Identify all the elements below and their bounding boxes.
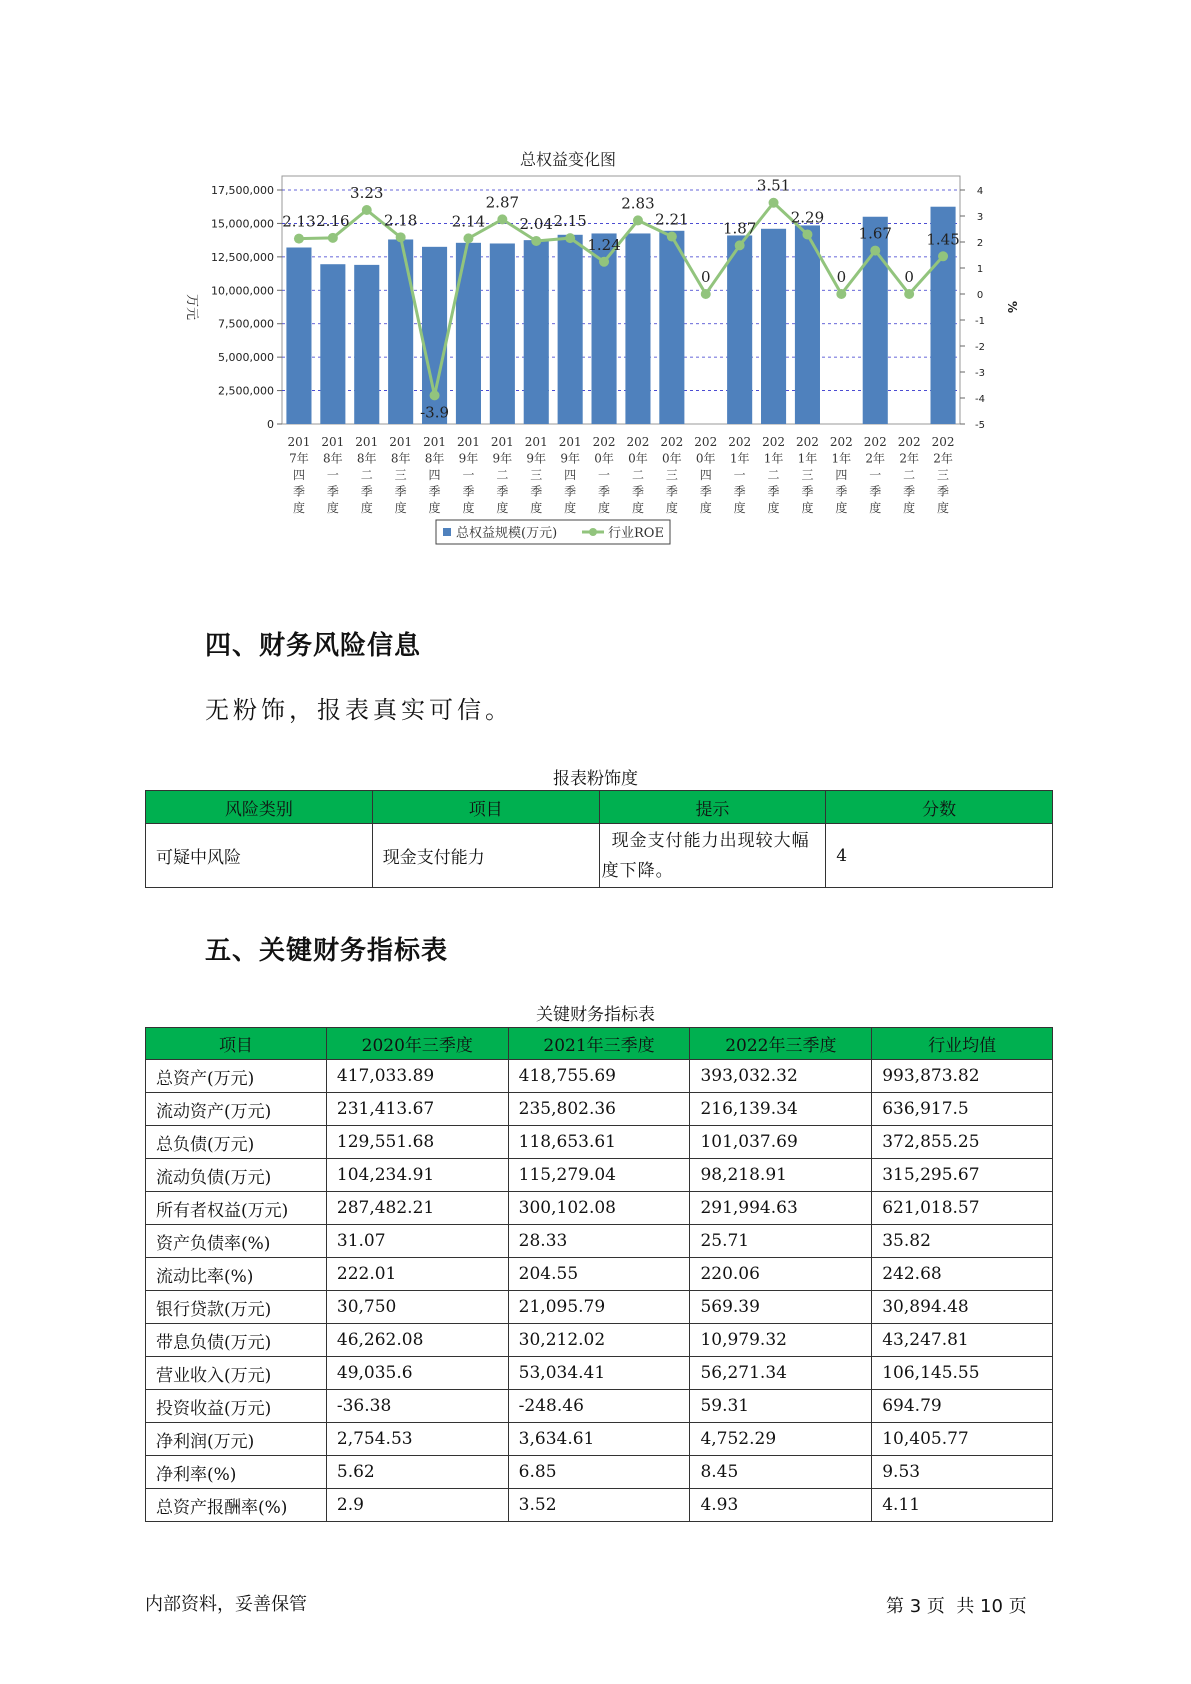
left-tick-label: 15,000,000	[211, 217, 274, 231]
roe-point	[802, 229, 812, 239]
roe-point	[938, 251, 948, 261]
kpi-cell: 291,994.63	[690, 1192, 872, 1225]
kpi-cell: 216,139.34	[690, 1093, 872, 1126]
chart-title: 总权益变化图	[519, 150, 617, 169]
section-title-financial-risk: 四、财务风险信息	[205, 631, 422, 661]
kpi-cell: 621,018.57	[872, 1192, 1053, 1225]
kpi-cell: 21,095.79	[508, 1291, 690, 1324]
category-label: 201 8年二季度	[355, 435, 379, 515]
kpi-cell: 4.93	[690, 1489, 872, 1522]
kpi-cell: 8.45	[690, 1456, 872, 1489]
left-tick-label: 12,500,000	[211, 250, 274, 264]
kpi-cell: 2.9	[326, 1489, 508, 1522]
right-tick-label: -2	[975, 342, 985, 353]
roe-data-label: -3.9	[420, 403, 450, 422]
kpi-cell: 231,413.67	[326, 1093, 508, 1126]
right-tick-label: 0	[976, 290, 984, 301]
category-label: 202 1年四季度	[829, 435, 853, 515]
kpi-cell: 98,218.91	[690, 1159, 872, 1192]
roe-point	[836, 289, 846, 299]
kpi-cell: 220.06	[690, 1258, 872, 1291]
kpi-header-industry-avg: 行业均值	[872, 1028, 1053, 1060]
kpi-row-label: 营业收入(万元)	[146, 1357, 327, 1390]
kpi-cell: 993,873.82	[872, 1060, 1053, 1093]
kpi-cell: 31.07	[326, 1225, 508, 1258]
kpi-row-label: 流动资产(万元)	[146, 1093, 327, 1126]
kpi-header-item: 项目	[146, 1028, 327, 1060]
roe-point	[870, 246, 880, 256]
table-row	[146, 1258, 1053, 1291]
roe-point	[735, 240, 745, 250]
category-label: 202 1年一季度	[728, 435, 752, 515]
roe-point	[294, 234, 304, 244]
kpi-cell: 101,037.69	[690, 1126, 872, 1159]
risk-hint-cell: 现金支付能力出现较大幅度下降。	[599, 824, 826, 888]
right-tick-label: -4	[975, 394, 985, 405]
kpi-cell: 43,247.81	[872, 1324, 1053, 1357]
bar	[286, 247, 311, 424]
risk-category-cell: 可疑中风险	[146, 824, 373, 888]
bar	[558, 235, 583, 424]
kpi-row-label: 银行贷款(万元)	[146, 1291, 327, 1324]
kpi-cell: 315,295.67	[872, 1159, 1053, 1192]
kpi-table-caption: 关键财务指标表	[536, 1005, 655, 1025]
kpi-row-label: 资产负债率(%)	[146, 1225, 327, 1258]
table-row	[146, 1357, 1053, 1390]
bar	[659, 231, 684, 424]
roe-data-label: 0	[904, 268, 914, 286]
roe-point	[497, 214, 507, 224]
kpi-cell: 10,979.32	[690, 1324, 872, 1357]
category-label: 202 2年三季度	[931, 435, 955, 515]
equity-change-chart	[170, 140, 1019, 600]
risk-table-caption: 报表粉饰度	[553, 769, 638, 789]
roe-point	[667, 232, 677, 242]
kpi-cell: 30,212.02	[508, 1324, 690, 1357]
roe-point	[904, 289, 914, 299]
category-label: 202 1年三季度	[795, 435, 819, 515]
kpi-row-label: 净利率(%)	[146, 1456, 327, 1489]
right-tick-label: -3	[975, 368, 985, 379]
kpi-header-2021q3: 2021年三季度	[508, 1028, 690, 1060]
kpi-cell: 235,802.36	[508, 1093, 690, 1126]
left-tick-label: 5,000,000	[218, 351, 274, 365]
kpi-row-label: 总资产(万元)	[146, 1060, 327, 1093]
kpi-cell: 35.82	[872, 1225, 1053, 1258]
kpi-cell: 106,145.55	[872, 1357, 1053, 1390]
bar	[456, 243, 481, 424]
risk-header-hint: 提示	[599, 791, 826, 824]
kpi-cell: 49,035.6	[326, 1357, 508, 1390]
roe-data-label: 0	[700, 268, 711, 286]
bar	[761, 229, 786, 424]
roe-data-label: 2.83	[621, 194, 655, 213]
left-tick-label: 0	[267, 418, 274, 431]
left-tick-label: 17,500,000	[211, 184, 274, 197]
kpi-cell: 204.55	[508, 1258, 690, 1291]
kpi-row-label: 所有者权益(万元)	[146, 1192, 327, 1225]
category-label: 202 1年二季度	[762, 435, 786, 515]
category-label: 201 8年三季度	[389, 435, 413, 515]
kpi-cell: 56,271.34	[690, 1357, 872, 1390]
kpi-row-label: 总资产报酬率(%)	[146, 1489, 327, 1522]
kpi-cell: 393,032.32	[690, 1060, 872, 1093]
roe-point	[362, 205, 372, 215]
category-label: 202 0年一季度	[592, 435, 616, 515]
category-label: 202 0年二季度	[626, 435, 650, 515]
kpi-cell: 59.31	[690, 1390, 872, 1423]
table-row	[146, 1159, 1053, 1192]
table-row	[146, 1291, 1053, 1324]
bar	[388, 239, 413, 424]
roe-point	[396, 232, 406, 242]
kpi-cell: 242.68	[872, 1258, 1053, 1291]
category-label: 201 9年四季度	[558, 435, 582, 515]
roe-point	[430, 390, 440, 400]
kpi-cell: 4,752.29	[690, 1423, 872, 1456]
right-tick-label: 4	[976, 186, 984, 197]
left-tick-label: 10,000,000	[211, 284, 274, 298]
bar	[795, 225, 820, 424]
kpi-cell: 6.85	[508, 1456, 690, 1489]
kpi-cell: 372,855.25	[872, 1126, 1053, 1159]
roe-point	[701, 289, 711, 299]
bar	[354, 265, 379, 424]
category-label: 201 8年四季度	[423, 435, 447, 515]
kpi-cell: 636,917.5	[872, 1093, 1053, 1126]
category-label: 201 9年三季度	[524, 435, 548, 515]
roe-point	[633, 215, 643, 225]
table-row	[146, 1225, 1053, 1258]
kpi-cell: 222.01	[326, 1258, 508, 1291]
right-tick-label: 1	[976, 264, 984, 275]
roe-data-label: 1.24	[587, 235, 621, 254]
kpi-cell: 25.71	[690, 1225, 872, 1258]
roe-data-label: 2.16	[316, 211, 350, 230]
right-axis-label: %	[1005, 300, 1019, 314]
risk-item-cell: 现金支付能力	[372, 824, 599, 888]
kpi-cell: 118,653.61	[508, 1126, 690, 1159]
bar	[320, 264, 345, 424]
kpi-row-label: 净利润(万元)	[146, 1423, 327, 1456]
kpi-cell: -36.38	[326, 1390, 508, 1423]
roe-point	[531, 236, 541, 246]
table-row	[146, 1093, 1053, 1126]
category-label: 202 2年二季度	[897, 435, 921, 515]
risk-summary-text: 无粉饰，报表真实可信。	[205, 696, 513, 724]
kpi-cell: 2,754.53	[326, 1423, 508, 1456]
right-tick-label: 2	[976, 238, 984, 249]
kpi-cell: -248.46	[508, 1390, 690, 1423]
roe-point	[769, 198, 779, 208]
legend-bar-label: 总权益规模(万元)	[456, 526, 558, 541]
kpi-cell: 53,034.41	[508, 1357, 690, 1390]
table-row	[146, 1390, 1053, 1423]
left-tick-label: 7,500,000	[218, 317, 274, 331]
kpi-cell: 300,102.08	[508, 1192, 690, 1225]
category-label: 201 9年一季度	[456, 435, 480, 515]
roe-data-label: 2.04	[519, 214, 553, 233]
legend-line-marker	[589, 528, 597, 536]
kpi-cell: 129,551.68	[326, 1126, 508, 1159]
legend-line-label: 行业ROE	[608, 526, 664, 541]
table-row	[146, 1192, 1053, 1225]
roe-data-label: 3.23	[350, 184, 384, 203]
category-label: 202 2年一季度	[863, 435, 887, 515]
roe-point	[599, 257, 609, 267]
section-title-key-indicators: 五、关键财务指标表	[205, 936, 449, 966]
roe-data-label: 1.67	[858, 224, 892, 243]
roe-data-label: 2.15	[553, 212, 587, 231]
roe-data-label: 0	[836, 268, 847, 286]
kpi-cell: 418,755.69	[508, 1060, 690, 1093]
risk-score-cell: 4	[826, 824, 1053, 888]
kpi-cell: 5.62	[326, 1456, 508, 1489]
roe-data-label: 2.18	[383, 211, 418, 230]
kpi-cell: 287,482.21	[326, 1192, 508, 1225]
bar	[727, 235, 752, 424]
kpi-row-label: 带息负债(万元)	[146, 1324, 327, 1357]
left-tick-label: 2,500,000	[218, 384, 274, 398]
table-row	[146, 1060, 1053, 1093]
roe-data-label: 3.51	[756, 176, 791, 195]
kpi-cell: 9.53	[872, 1456, 1053, 1489]
kpi-cell: 115,279.04	[508, 1159, 690, 1192]
roe-data-label: 2.29	[790, 208, 825, 227]
kpi-cell: 417,033.89	[326, 1060, 508, 1093]
kpi-row-label: 流动比率(%)	[146, 1258, 327, 1291]
roe-point	[565, 233, 575, 243]
table-row	[146, 1423, 1053, 1456]
right-tick-label: -5	[975, 420, 985, 431]
roe-data-label: 2.87	[485, 193, 520, 212]
legend-bar-swatch	[443, 528, 451, 536]
category-label: 201 8年一季度	[321, 435, 345, 515]
kpi-row-label: 流动负债(万元)	[146, 1159, 327, 1192]
category-label: 202 0年四季度	[694, 435, 718, 515]
table-row	[146, 1489, 1053, 1522]
roe-data-label: 2.13	[282, 212, 316, 231]
left-axis-label: 万元	[184, 293, 199, 321]
kpi-header-2020q3: 2020年三季度	[326, 1028, 508, 1060]
category-label: 201 7年四季度	[287, 435, 311, 515]
kpi-cell: 694.79	[872, 1390, 1053, 1423]
risk-header-category: 风险类别	[146, 791, 373, 824]
kpi-cell: 46,262.08	[326, 1324, 508, 1357]
roe-data-label: 2.14	[451, 212, 486, 231]
key-indicator-table	[145, 1027, 1053, 1522]
right-tick-label: 3	[976, 212, 984, 223]
kpi-cell: 104,234.91	[326, 1159, 508, 1192]
risk-table	[145, 790, 1053, 888]
risk-header-score: 分数	[826, 791, 1053, 824]
category-label: 201 9年二季度	[490, 435, 514, 515]
bar	[524, 240, 549, 424]
kpi-row-label: 总负债(万元)	[146, 1126, 327, 1159]
right-tick-label: -1	[975, 316, 985, 327]
kpi-header-2022q3: 2022年三季度	[690, 1028, 872, 1060]
kpi-cell: 10,405.77	[872, 1423, 1053, 1456]
footer-page-number: 第 3 页 共 10 页	[886, 1596, 1027, 1617]
category-label: 202 0年三季度	[660, 435, 684, 515]
kpi-row-label: 投资收益(万元)	[146, 1390, 327, 1423]
kpi-cell: 30,750	[326, 1291, 508, 1324]
kpi-cell: 28.33	[508, 1225, 690, 1258]
kpi-cell: 3.52	[508, 1489, 690, 1522]
roe-point	[463, 233, 473, 243]
table-row	[146, 1324, 1053, 1357]
bar	[625, 233, 650, 424]
kpi-cell: 4.11	[872, 1489, 1053, 1522]
kpi-cell: 30,894.48	[872, 1291, 1053, 1324]
kpi-cell: 3,634.61	[508, 1423, 690, 1456]
table-row	[146, 1126, 1053, 1159]
table-row	[146, 1456, 1053, 1489]
roe-data-label: 2.21	[655, 210, 689, 229]
bar	[490, 243, 515, 424]
roe-point	[328, 233, 338, 243]
roe-data-label: 1.87	[722, 219, 757, 238]
footer-confidential: 内部资料，妥善保管	[145, 1594, 307, 1615]
roe-data-label: 1.45	[926, 230, 960, 249]
kpi-cell: 569.39	[690, 1291, 872, 1324]
risk-header-item: 项目	[372, 791, 599, 824]
